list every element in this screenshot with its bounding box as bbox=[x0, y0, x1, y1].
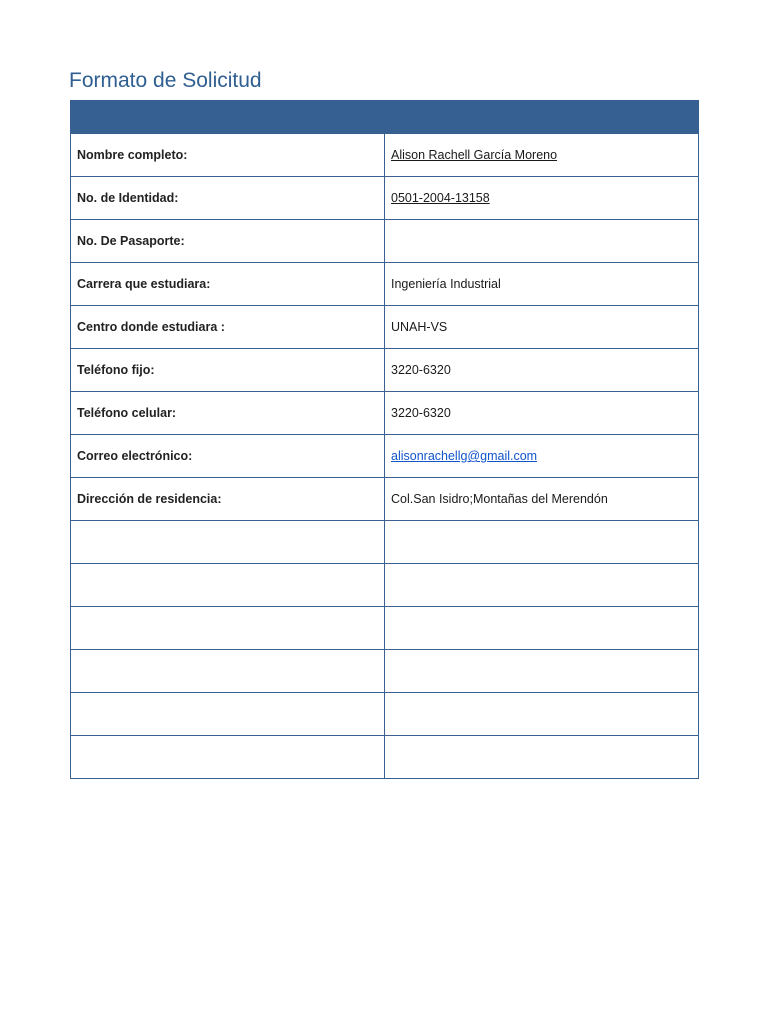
empty-cell bbox=[71, 693, 385, 736]
table-row-empty bbox=[71, 607, 699, 650]
empty-cell bbox=[71, 607, 385, 650]
table-row-carrera bbox=[71, 263, 699, 306]
field-label: Correo electrónico: bbox=[71, 435, 385, 478]
table-row-empty bbox=[71, 650, 699, 693]
empty-cell bbox=[385, 564, 699, 607]
field-value-telefono-celular: 3220-6320 bbox=[385, 392, 699, 435]
table-row-nombre bbox=[71, 134, 699, 177]
field-value-centro: UNAH-VS bbox=[385, 306, 699, 349]
field-value-correo bbox=[385, 435, 699, 478]
table-row-identidad bbox=[71, 177, 699, 220]
field-value-carrera: Ingeniería Industrial bbox=[385, 263, 699, 306]
table-row-telefono-celular bbox=[71, 392, 699, 435]
table-row-empty bbox=[71, 521, 699, 564]
table-row-pasaporte bbox=[71, 220, 699, 263]
empty-cell bbox=[385, 736, 699, 779]
field-label: Teléfono fijo: bbox=[71, 349, 385, 392]
empty-cell bbox=[385, 521, 699, 564]
table-header-band bbox=[71, 101, 699, 134]
table-row-empty bbox=[71, 736, 699, 779]
field-label: Teléfono celular: bbox=[71, 392, 385, 435]
table-row-telefono-fijo bbox=[71, 349, 699, 392]
field-label: Centro donde estudiara : bbox=[71, 306, 385, 349]
empty-cell bbox=[71, 521, 385, 564]
table-row-centro bbox=[71, 306, 699, 349]
field-value-direccion: Col.San Isidro;Montañas del Merendón bbox=[385, 478, 699, 521]
application-form-table bbox=[70, 100, 699, 779]
page-title: Formato de Solicitud bbox=[69, 69, 262, 92]
field-value-nombre bbox=[385, 134, 699, 177]
field-label: No. de Identidad: bbox=[71, 177, 385, 220]
field-label: Nombre completo: bbox=[71, 134, 385, 177]
table-row-empty bbox=[71, 564, 699, 607]
field-label: No. De Pasaporte: bbox=[71, 220, 385, 263]
empty-cell bbox=[385, 650, 699, 693]
field-label: Carrera que estudiara: bbox=[71, 263, 385, 306]
empty-cell bbox=[71, 650, 385, 693]
header-band-cell bbox=[71, 101, 699, 134]
nombre-value: Alison Rachell García Moreno bbox=[391, 148, 558, 162]
field-label: Dirección de residencia: bbox=[71, 478, 385, 521]
table-row-correo bbox=[71, 435, 699, 478]
empty-cell bbox=[385, 607, 699, 650]
field-value-pasaporte bbox=[385, 220, 699, 263]
identidad-value: 0501-2004-13158 bbox=[391, 191, 490, 205]
empty-cell bbox=[71, 736, 385, 779]
field-value-telefono-fijo: 3220-6320 bbox=[385, 349, 699, 392]
field-value-identidad bbox=[385, 177, 699, 220]
empty-cell bbox=[385, 693, 699, 736]
table-row-direccion bbox=[71, 478, 699, 521]
table-row-empty bbox=[71, 693, 699, 736]
email-link[interactable]: alisonrachellg@gmail.com bbox=[391, 449, 538, 463]
empty-cell bbox=[71, 564, 385, 607]
